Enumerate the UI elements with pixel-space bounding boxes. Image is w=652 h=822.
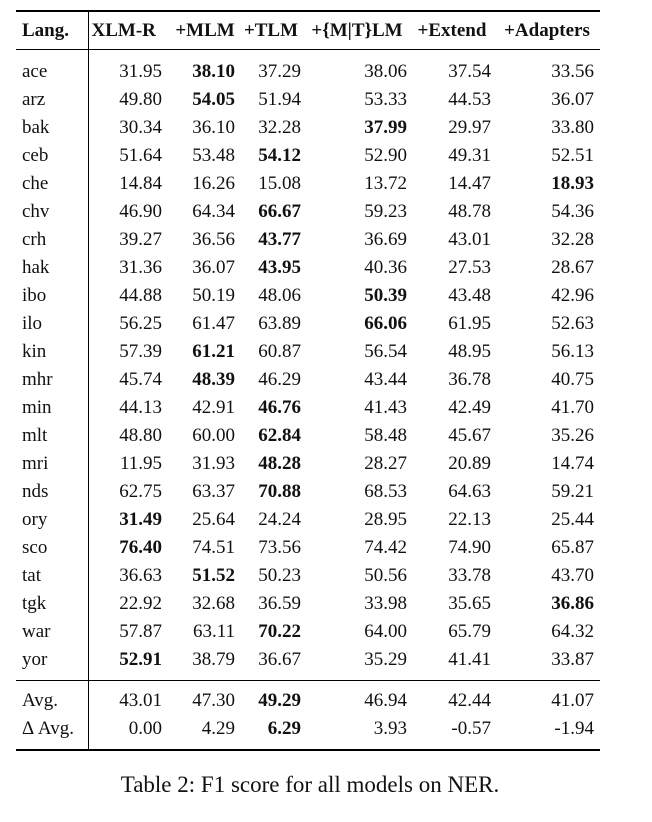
value-cell: 31.36 — [88, 254, 172, 282]
value-cell: 22.92 — [88, 590, 172, 618]
value-cell: 31.49 — [88, 506, 172, 534]
value-cell: 49.31 — [448, 145, 491, 166]
table-row — [16, 506, 600, 534]
table-row — [16, 310, 600, 338]
value-cell: 50.39 — [364, 285, 407, 306]
value-cell: 33.87 — [551, 649, 594, 670]
value-cell: 36.78 — [448, 369, 491, 390]
value-cell: 62.84 — [258, 425, 301, 446]
header-tlm: +TLM — [243, 20, 299, 41]
value-cell: 28.27 — [364, 453, 407, 474]
table-row — [16, 450, 600, 478]
lang-cell: che — [22, 173, 49, 194]
value-cell: 35.26 — [551, 425, 594, 446]
header-mtlm: +{M|T}LM — [311, 20, 403, 41]
value-cell: 49.29 — [258, 690, 301, 711]
header-extend: +Extend — [417, 20, 487, 41]
value-cell: 14.47 — [448, 173, 491, 194]
value-cell: 24.24 — [258, 509, 301, 530]
value-cell: 43.77 — [258, 229, 301, 250]
table-row — [16, 478, 600, 506]
value-cell: 25.44 — [551, 509, 594, 530]
table-row — [16, 282, 600, 310]
table-row — [16, 170, 600, 198]
value-cell: 37.99 — [364, 117, 407, 138]
table-row — [16, 618, 600, 646]
value-cell: 38.10 — [192, 61, 235, 82]
lang-cell: mri — [22, 453, 49, 474]
table-row — [16, 590, 600, 618]
value-cell: 65.87 — [551, 537, 594, 558]
value-cell: 46.90 — [88, 198, 172, 226]
value-cell: 43.01 — [88, 681, 172, 716]
value-cell: 37.29 — [258, 61, 301, 82]
header-lang: Lang. — [22, 20, 69, 41]
value-cell: 74.42 — [364, 537, 407, 558]
value-cell: 62.75 — [88, 478, 172, 506]
lang-cell: Δ Avg. — [22, 718, 74, 739]
value-cell: 51.94 — [258, 89, 301, 110]
value-cell: 52.90 — [364, 145, 407, 166]
value-cell: 20.89 — [448, 453, 491, 474]
value-cell: 73.56 — [258, 537, 301, 558]
value-cell: 46.29 — [258, 369, 301, 390]
table-row — [16, 534, 600, 562]
value-cell: 65.79 — [448, 621, 491, 642]
value-cell: 42.91 — [192, 397, 235, 418]
value-cell: 63.11 — [192, 621, 235, 642]
value-cell: 50.23 — [258, 565, 301, 586]
value-cell: 56.25 — [88, 310, 172, 338]
value-cell: 11.95 — [88, 450, 172, 478]
value-cell: 57.87 — [88, 618, 172, 646]
value-cell: 45.74 — [88, 366, 172, 394]
value-cell: 60.87 — [258, 341, 301, 362]
value-cell: 64.34 — [192, 201, 235, 222]
ner-f1-table — [16, 10, 600, 751]
lang-cell: tgk — [22, 593, 47, 614]
value-cell: 48.78 — [448, 201, 491, 222]
value-cell: 43.01 — [448, 229, 491, 250]
value-cell: 15.08 — [258, 173, 301, 194]
value-cell: 52.63 — [551, 313, 594, 334]
value-cell: 36.10 — [192, 117, 235, 138]
value-cell: 18.93 — [551, 173, 594, 194]
table-row — [16, 562, 600, 590]
value-cell: 51.52 — [192, 565, 235, 586]
value-cell: 66.67 — [258, 201, 301, 222]
value-cell: 58.48 — [364, 425, 407, 446]
value-cell: 31.93 — [192, 453, 235, 474]
value-cell: 41.43 — [364, 397, 407, 418]
value-cell: 22.13 — [448, 509, 491, 530]
table-row — [16, 366, 600, 394]
value-cell: 46.94 — [364, 690, 407, 711]
value-cell: 35.29 — [364, 649, 407, 670]
value-cell: 48.95 — [448, 341, 491, 362]
value-cell: 38.06 — [364, 61, 407, 82]
value-cell: 50.56 — [364, 565, 407, 586]
value-cell: 61.21 — [192, 341, 235, 362]
lang-cell: ace — [22, 61, 48, 82]
value-cell: 31.95 — [88, 50, 172, 87]
value-cell: 52.51 — [551, 145, 594, 166]
table-caption: Table 2: F1 score for all models on NER. — [120, 772, 500, 797]
table-header-row — [16, 11, 600, 50]
value-cell: 43.95 — [258, 257, 301, 278]
table-row — [16, 114, 600, 142]
table-row — [16, 142, 600, 170]
value-cell: 37.54 — [448, 61, 491, 82]
lang-cell: kin — [22, 341, 47, 362]
value-cell: 4.29 — [201, 718, 235, 739]
table-row — [16, 86, 600, 114]
value-cell: 42.44 — [448, 690, 491, 711]
value-cell: 52.91 — [88, 646, 172, 681]
lang-cell: ibo — [22, 285, 47, 306]
value-cell: 36.07 — [192, 257, 235, 278]
value-cell: 33.56 — [551, 61, 594, 82]
value-cell: 57.39 — [88, 338, 172, 366]
value-cell: 50.19 — [192, 285, 235, 306]
lang-cell: chv — [22, 201, 50, 222]
value-cell: 0.00 — [88, 715, 172, 750]
value-cell: 59.21 — [551, 481, 594, 502]
value-cell: 40.36 — [364, 257, 407, 278]
value-cell: 53.33 — [364, 89, 407, 110]
value-cell: 14.74 — [551, 453, 594, 474]
value-cell: 74.90 — [448, 537, 491, 558]
table-row — [16, 198, 600, 226]
lang-cell: yor — [22, 649, 48, 670]
value-cell: 66.06 — [364, 313, 407, 334]
value-cell: 54.12 — [258, 145, 301, 166]
value-cell: 68.53 — [364, 481, 407, 502]
lang-cell: ceb — [22, 145, 49, 166]
value-cell: 70.22 — [258, 621, 301, 642]
value-cell: 28.67 — [551, 257, 594, 278]
value-cell: 76.40 — [88, 534, 172, 562]
value-cell: 49.80 — [88, 86, 172, 114]
value-cell: 14.84 — [88, 170, 172, 198]
value-cell: 32.68 — [192, 593, 235, 614]
value-cell: 56.54 — [364, 341, 407, 362]
value-cell: 40.75 — [551, 369, 594, 390]
lang-cell: mhr — [22, 369, 53, 390]
value-cell: 36.59 — [258, 593, 301, 614]
value-cell: 54.36 — [551, 201, 594, 222]
lang-cell: bak — [22, 117, 50, 138]
value-cell: 63.89 — [258, 313, 301, 334]
value-cell: 43.70 — [551, 565, 594, 586]
value-cell: 36.63 — [88, 562, 172, 590]
value-cell: -0.57 — [451, 718, 491, 739]
lang-cell: war — [22, 621, 51, 642]
table-row — [16, 254, 600, 282]
lang-cell: ilo — [22, 313, 43, 334]
value-cell: 48.28 — [258, 453, 301, 474]
value-cell: 48.80 — [88, 422, 172, 450]
value-cell: 33.80 — [551, 117, 594, 138]
value-cell: 36.07 — [551, 89, 594, 110]
value-cell: 43.48 — [448, 285, 491, 306]
value-cell: 59.23 — [364, 201, 407, 222]
value-cell: 45.67 — [448, 425, 491, 446]
lang-cell: min — [22, 397, 52, 418]
lang-cell: hak — [22, 257, 50, 278]
value-cell: 32.28 — [551, 229, 594, 250]
summary-row — [16, 681, 600, 716]
value-cell: 25.64 — [192, 509, 235, 530]
value-cell: 74.51 — [192, 537, 235, 558]
value-cell: 48.06 — [258, 285, 301, 306]
value-cell: 39.27 — [88, 226, 172, 254]
value-cell: 36.67 — [258, 649, 301, 670]
lang-cell: nds — [22, 481, 49, 502]
value-cell: 30.34 — [88, 114, 172, 142]
table-row — [16, 394, 600, 422]
results-table-container — [16, 10, 600, 751]
lang-cell: crh — [22, 229, 47, 250]
value-cell: 46.76 — [258, 397, 301, 418]
value-cell: 56.13 — [551, 341, 594, 362]
value-cell: 36.56 — [192, 229, 235, 250]
value-cell: 54.05 — [192, 89, 235, 110]
value-cell: 61.47 — [192, 313, 235, 334]
table-row — [16, 226, 600, 254]
value-cell: 41.70 — [551, 397, 594, 418]
value-cell: 41.41 — [448, 649, 491, 670]
value-cell: 41.07 — [551, 690, 594, 711]
value-cell: 64.00 — [364, 621, 407, 642]
table-row — [16, 50, 600, 87]
value-cell: -1.94 — [554, 718, 594, 739]
table-row — [16, 422, 600, 450]
header-xlmr: XLM-R — [88, 11, 172, 50]
value-cell: 33.78 — [448, 565, 491, 586]
value-cell: 43.44 — [364, 369, 407, 390]
value-cell: 61.95 — [448, 313, 491, 334]
value-cell: 35.65 — [448, 593, 491, 614]
value-cell: 16.26 — [192, 173, 235, 194]
value-cell: 64.63 — [448, 481, 491, 502]
value-cell: 60.00 — [192, 425, 235, 446]
value-cell: 42.96 — [551, 285, 594, 306]
lang-cell: mlt — [22, 425, 48, 446]
lang-cell: arz — [22, 89, 46, 110]
value-cell: 33.98 — [364, 593, 407, 614]
table-summary — [16, 681, 600, 751]
value-cell: 13.72 — [364, 173, 407, 194]
lang-cell: ory — [22, 509, 48, 530]
value-cell: 48.39 — [192, 369, 235, 390]
summary-row — [16, 715, 600, 750]
value-cell: 27.53 — [448, 257, 491, 278]
table-body — [16, 50, 600, 681]
header-adapters: +Adapters — [504, 20, 590, 41]
value-cell: 32.28 — [258, 117, 301, 138]
value-cell: 63.37 — [192, 481, 235, 502]
value-cell: 29.97 — [448, 117, 491, 138]
value-cell: 6.29 — [267, 718, 301, 739]
lang-cell: sco — [22, 537, 48, 558]
header-mlm: +MLM — [175, 20, 235, 41]
value-cell: 51.64 — [88, 142, 172, 170]
value-cell: 44.88 — [88, 282, 172, 310]
value-cell: 38.79 — [192, 649, 235, 670]
table-row — [16, 646, 600, 681]
value-cell: 53.48 — [192, 145, 235, 166]
lang-cell: Avg. — [22, 690, 59, 711]
lang-cell: tat — [22, 565, 41, 586]
table-row — [16, 338, 600, 366]
value-cell: 44.53 — [448, 89, 491, 110]
value-cell: 36.69 — [364, 229, 407, 250]
value-cell: 70.88 — [258, 481, 301, 502]
value-cell: 3.93 — [373, 718, 407, 739]
value-cell: 44.13 — [88, 394, 172, 422]
value-cell: 42.49 — [448, 397, 491, 418]
value-cell: 64.32 — [551, 621, 594, 642]
value-cell: 47.30 — [192, 690, 235, 711]
value-cell: 36.86 — [551, 593, 594, 614]
value-cell: 28.95 — [364, 509, 407, 530]
